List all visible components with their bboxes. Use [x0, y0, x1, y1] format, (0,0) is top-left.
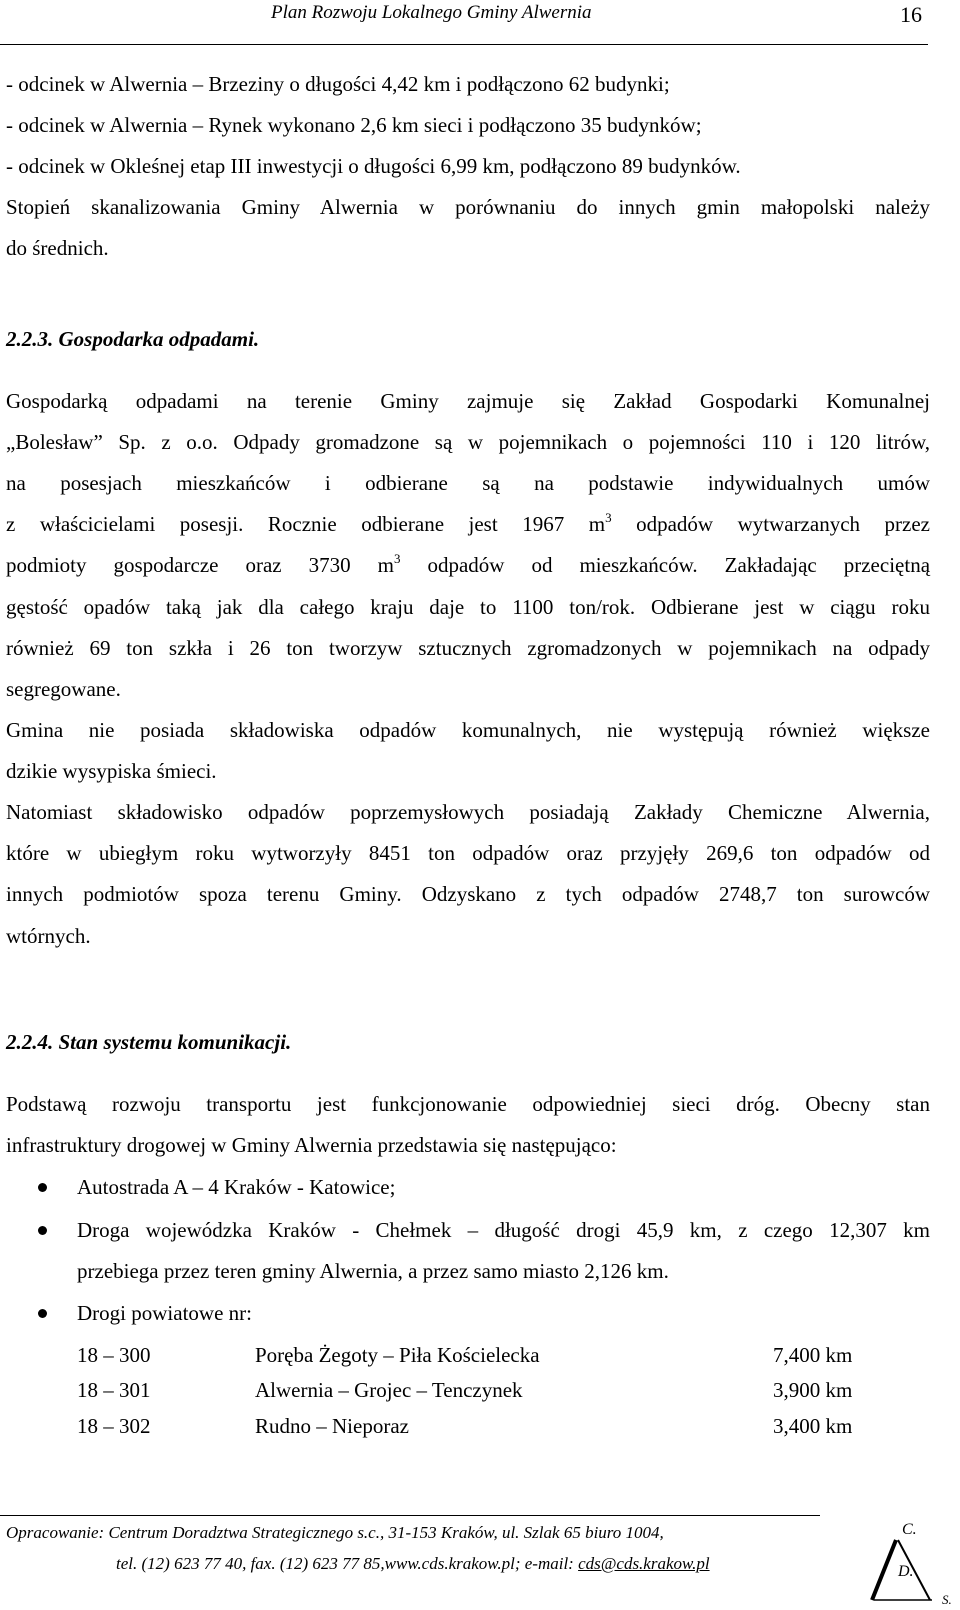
paragraph-line: na posesjach mieszkańców i odbierane są na podstawie indywidualnych umów [6, 471, 930, 495]
text-span: podmioty gospodarcze oraz 3730 m [6, 553, 394, 577]
page-header [0, 0, 960, 50]
paragraph-line: segregowane. [6, 677, 121, 701]
bullet-item: Autostrada A – 4 Kraków - Katowice; [77, 1175, 396, 1199]
paragraph-line: infrastruktury drogowej w Gminy Alwernia przedstawia się następująco: [6, 1133, 617, 1157]
road-number: 18 – 301 [77, 1378, 151, 1402]
paragraph-line: Podstawą rozwoju transportu jest funkcjonowanie odpowiedniej sieci dróg. Obecny stan [6, 1092, 930, 1116]
footer-contact [116, 1554, 710, 1574]
paragraph-line: również 69 ton szkła i 26 ton tworzyw sztucznych zgromadzonych w pojemnikach na odpady [6, 636, 930, 660]
email-link[interactable]: cds@cds.krakow.pl [578, 1554, 710, 1573]
paragraph-line: które w ubiegłym roku wytworzyły 8451 ton odpadów oraz przyjęły 269,6 ton odpadów od [6, 841, 930, 865]
text-span: z właścicielami posesji. Rocznie odbierane jest 1967 m [6, 512, 606, 536]
page-number: 16 [900, 2, 922, 27]
road-route: Rudno – Nieporaz [255, 1414, 409, 1438]
sewer-item: - odcinek w Alwernia – Brzeziny o długości 4,42 km i podłączono 62 budynki; [6, 72, 670, 96]
road-length: 3,900 km [773, 1378, 853, 1402]
paragraph-line: wtórnych. [6, 924, 91, 948]
sewer-item: - odcinek w Okleśnej etap III inwestycji o długości 6,99 km, podłączono 89 budynków. [6, 154, 741, 178]
paragraph-line: Natomiast składowisko odpadów poprzemysłowych posiadają Zakłady Chemiczne Alwernia, [6, 800, 930, 824]
road-route: Poręba Żegoty – Piła Kościelecka [255, 1343, 540, 1367]
text-span: odpadów wytwarzanych przez [611, 512, 930, 536]
road-route: Alwernia – Grojec – Tenczynek [255, 1378, 523, 1402]
bullet-dot [38, 1226, 47, 1235]
section-heading-waste: 2.2.3. Gospodarka odpadami. [6, 327, 260, 351]
bullet-item: Droga wojewódzka Kraków - Chełmek – długość drogi 45,9 km, z czego 12,307 km [77, 1218, 930, 1242]
paragraph-line: gęstość opadów taką jak dla całego kraju daje to 1100 ton/rok. Odbierane jest w ciągu roku [6, 595, 930, 619]
header-title: Plan Rozwoju Lokalnego Gminy Alwernia [271, 2, 592, 23]
road-length: 3,400 km [773, 1414, 853, 1438]
paragraph-line [6, 553, 930, 577]
cds-logo-icon [860, 1518, 958, 1608]
paragraph-line: Gmina nie posiada składowiska odpadów komunalnych, nie występują również większe [6, 718, 930, 742]
paragraph-line [6, 512, 930, 536]
paragraph-line: dzikie wysypiska śmieci. [6, 759, 217, 783]
paragraph-line: innych podmiotów spoza terenu Gminy. Odzyskano z tych odpadów 2748,7 ton surowców [6, 882, 930, 906]
bullet-item-continuation: przebiega przez teren gminy Alwernia, a przez samo miasto 2,126 km. [77, 1259, 669, 1283]
sewer-summary-line: Stopień skanalizowania Gminy Alwernia w porównaniu do innych gmin małopolski należy [6, 195, 930, 219]
bullet-dot [38, 1309, 47, 1318]
paragraph-line: „Bolesław” Sp. z o.o. Odpady gromadzone są w pojemnikach o pojemności 110 i 120 litrów, [6, 430, 930, 454]
superscript: 3 [393, 551, 401, 566]
header-divider [0, 44, 928, 45]
superscript: 3 [605, 510, 612, 525]
svg-text:S.: S. [942, 1592, 952, 1607]
footer-contact-text: tel. (12) 623 77 40, fax. (12) 623 77 85,www.cds.krakow.pl; e-mail: [116, 1554, 579, 1573]
sewer-item: - odcinek w Alwernia – Rynek wykonano 2,6 km sieci i podłączono 35 budynków; [6, 113, 702, 137]
footer-address: Opracowanie: Centrum Doradztwa Strategicznego s.c., 31-153 Kraków, ul. Szlak 65 biuro 1004, [6, 1523, 664, 1542]
section-heading-transport: 2.2.4. Stan systemu komunikacji. [6, 1030, 292, 1054]
road-number: 18 – 300 [77, 1343, 151, 1367]
bullet-item: Drogi powiatowe nr: [77, 1301, 252, 1325]
text-span: odpadów od mieszkańców. Zakładając przeciętną [400, 553, 931, 577]
paragraph-line: Gospodarką odpadami na terenie Gminy zajmuje się Zakład Gospodarki Komunalnej [6, 389, 930, 413]
road-length: 7,400 km [773, 1343, 853, 1367]
road-number: 18 – 302 [77, 1414, 151, 1438]
svg-text:C.: C. [902, 1521, 917, 1538]
sewer-summary-line: do średnich. [6, 236, 109, 260]
svg-text:D.: D. [898, 1563, 914, 1580]
footer-divider [0, 1515, 820, 1516]
bullet-dot [38, 1183, 47, 1192]
